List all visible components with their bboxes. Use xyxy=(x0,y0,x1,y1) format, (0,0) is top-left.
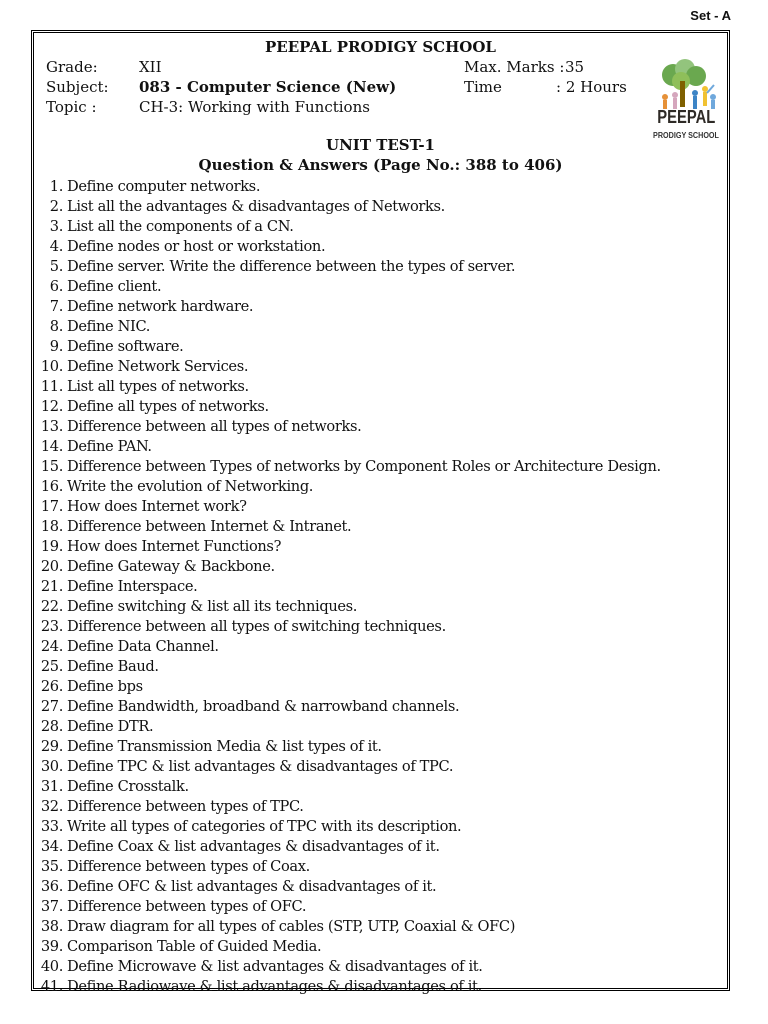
question-item xyxy=(37,957,661,977)
question-text: Comparison Table of Guided Media. xyxy=(67,938,322,955)
question-item xyxy=(37,457,661,477)
question-number: 36. xyxy=(40,878,63,895)
question-paper-frame xyxy=(31,30,730,995)
unit-test-title: UNIT TEST-1 xyxy=(326,136,435,154)
question-number: 18. xyxy=(40,518,63,535)
question-item xyxy=(37,897,661,917)
question-item xyxy=(37,437,661,457)
question-number: 1. xyxy=(49,178,63,195)
question-number: 31. xyxy=(40,778,63,795)
question-text: Difference between types of TPC. xyxy=(67,798,304,815)
question-item xyxy=(37,297,661,317)
max-marks-value: 35 xyxy=(565,58,585,76)
question-number: 33. xyxy=(40,818,63,835)
question-number: 15. xyxy=(40,458,63,475)
question-item xyxy=(37,517,661,537)
question-item xyxy=(37,217,661,237)
question-text: Define nodes or host or workstation. xyxy=(67,238,326,255)
question-text: Draw diagram for all types of cables (STP, UTP, Coaxial & OFC) xyxy=(67,918,516,935)
question-item xyxy=(37,637,661,657)
question-text: Define client. xyxy=(67,278,162,295)
question-item xyxy=(37,917,661,937)
question-text: Define PAN. xyxy=(67,438,152,455)
question-text: Define OFC & list advantages & disadvantages of it. xyxy=(67,878,437,895)
question-text: Define Network Services. xyxy=(67,358,249,375)
question-item xyxy=(37,257,661,277)
question-number: 14. xyxy=(40,438,63,455)
question-number: 39. xyxy=(40,938,63,955)
question-item xyxy=(37,337,661,357)
question-text: Define Bandwidth, broadband & narrowband channels. xyxy=(67,698,460,715)
question-item xyxy=(37,677,661,697)
question-text: Define Radiowave & list advantages & disadvantages of it. xyxy=(67,978,482,995)
question-list xyxy=(37,177,661,997)
question-number: 34. xyxy=(40,838,63,855)
question-item xyxy=(37,717,661,737)
set-label: Set - A xyxy=(690,8,731,23)
question-item xyxy=(37,937,661,957)
question-item xyxy=(37,757,661,777)
question-item xyxy=(37,857,661,877)
question-item xyxy=(37,597,661,617)
question-text: Define Baud. xyxy=(67,658,159,675)
question-text: Define Data Channel. xyxy=(67,638,219,655)
question-item xyxy=(37,817,661,837)
logo-subtext: PRODIGY SCHOOL xyxy=(653,131,719,140)
question-item xyxy=(37,477,661,497)
question-text: Define Interspace. xyxy=(67,578,198,595)
question-number: 2. xyxy=(49,198,63,215)
question-number: 19. xyxy=(40,538,63,555)
question-text: Define Microwave & list advantages & disadvantages of it. xyxy=(67,958,483,975)
question-item xyxy=(37,277,661,297)
question-number: 5. xyxy=(49,258,63,275)
time-value: : 2 Hours xyxy=(556,78,627,96)
question-number: 23. xyxy=(40,618,63,635)
question-number: 9. xyxy=(49,338,63,355)
question-text: Define Gateway & Backbone. xyxy=(67,558,275,575)
question-text: Define DTR. xyxy=(67,718,154,735)
question-text: Define bps xyxy=(67,678,143,695)
topic-value: CH-3: Working with Functions xyxy=(139,98,370,116)
question-item xyxy=(37,237,661,257)
logo-wordmark: PEEPAL xyxy=(657,107,716,127)
question-text: List all types of networks. xyxy=(67,378,249,395)
question-text: Define software. xyxy=(67,338,184,355)
question-number: 21. xyxy=(40,578,63,595)
question-text: Define computer networks. xyxy=(67,178,261,195)
question-text: How does Internet Functions? xyxy=(67,538,282,555)
question-text: Define server. Write the difference between the types of server. xyxy=(67,258,516,275)
question-number: 17. xyxy=(40,498,63,515)
max-marks-label: Max. Marks : xyxy=(464,58,565,76)
question-item xyxy=(37,877,661,897)
question-item xyxy=(37,497,661,517)
school-name: PEEPAL PRODIGY SCHOOL xyxy=(265,38,496,56)
question-number: 28. xyxy=(40,718,63,735)
question-number: 20. xyxy=(40,558,63,575)
qa-title: Question & Answers (Page No.: 388 to 406) xyxy=(198,156,563,174)
question-number: 12. xyxy=(40,398,63,415)
question-text: Difference between all types of switching techniques. xyxy=(67,618,446,635)
question-number: 38. xyxy=(40,918,63,935)
time-label: Time xyxy=(464,78,502,96)
subject-value: 083 - Computer Science (New) xyxy=(139,78,397,96)
question-item xyxy=(37,797,661,817)
question-number: 29. xyxy=(40,738,63,755)
question-number: 35. xyxy=(40,858,63,875)
question-number: 24. xyxy=(40,638,63,655)
question-item xyxy=(37,397,661,417)
question-number: 10. xyxy=(40,358,63,375)
question-number: 26. xyxy=(40,678,63,695)
question-number: 30. xyxy=(40,758,63,775)
question-item xyxy=(37,697,661,717)
question-text: Define Crosstalk. xyxy=(67,778,189,795)
question-item xyxy=(37,537,661,557)
question-text: List all the advantages & disadvantages of Networks. xyxy=(67,198,445,215)
question-number: 16. xyxy=(40,478,63,495)
question-text: Define switching & list all its techniques. xyxy=(67,598,358,615)
question-number: 32. xyxy=(40,798,63,815)
question-item xyxy=(37,357,661,377)
tree-icon xyxy=(651,59,721,111)
question-text: Difference between types of OFC. xyxy=(67,898,307,915)
topic-label: Topic : xyxy=(46,98,97,116)
question-item xyxy=(37,977,661,997)
question-item xyxy=(37,777,661,797)
question-number: 6. xyxy=(49,278,63,295)
question-text: Difference between Types of networks by Component Roles or Architecture Design. xyxy=(67,458,661,475)
subject-label: Subject: xyxy=(46,78,109,96)
question-number: 27. xyxy=(40,698,63,715)
question-number: 40. xyxy=(40,958,63,975)
question-item xyxy=(37,577,661,597)
grade-label: Grade: xyxy=(46,58,98,76)
question-text: Define TPC & list advantages & disadvantages of TPC. xyxy=(67,758,454,775)
question-item xyxy=(37,657,661,677)
question-text: Difference between Internet & Intranet. xyxy=(67,518,352,535)
question-number: 37. xyxy=(40,898,63,915)
question-text: Define Coax & list advantages & disadvantages of it. xyxy=(67,838,440,855)
question-number: 25. xyxy=(40,658,63,675)
question-text: List all the components of a CN. xyxy=(67,218,294,235)
question-number: 41. xyxy=(40,978,63,995)
question-item xyxy=(37,317,661,337)
question-item xyxy=(37,617,661,637)
question-text: How does Internet work? xyxy=(67,498,247,515)
question-number: 22. xyxy=(40,598,63,615)
question-text: Write the evolution of Networking. xyxy=(67,478,314,495)
question-number: 8. xyxy=(49,318,63,335)
question-number: 11. xyxy=(40,378,63,395)
question-item xyxy=(37,557,661,577)
question-text: Write all types of categories of TPC with its description. xyxy=(67,818,462,835)
question-item xyxy=(37,197,661,217)
question-text: Difference between types of Coax. xyxy=(67,858,310,875)
question-number: 3. xyxy=(49,218,63,235)
question-number: 7. xyxy=(49,298,63,315)
question-item xyxy=(37,837,661,857)
question-number: 4. xyxy=(49,238,63,255)
grade-value: XII xyxy=(139,58,162,76)
question-number: 13. xyxy=(40,418,63,435)
question-text: Difference between all types of networks. xyxy=(67,418,362,435)
question-text: Define network hardware. xyxy=(67,298,254,315)
question-item xyxy=(37,737,661,757)
question-item xyxy=(37,177,661,197)
question-text: Define NIC. xyxy=(67,318,151,335)
question-item xyxy=(37,377,661,397)
question-text: Define Transmission Media & list types of it. xyxy=(67,738,382,755)
question-text: Define all types of networks. xyxy=(67,398,269,415)
question-item xyxy=(37,417,661,437)
